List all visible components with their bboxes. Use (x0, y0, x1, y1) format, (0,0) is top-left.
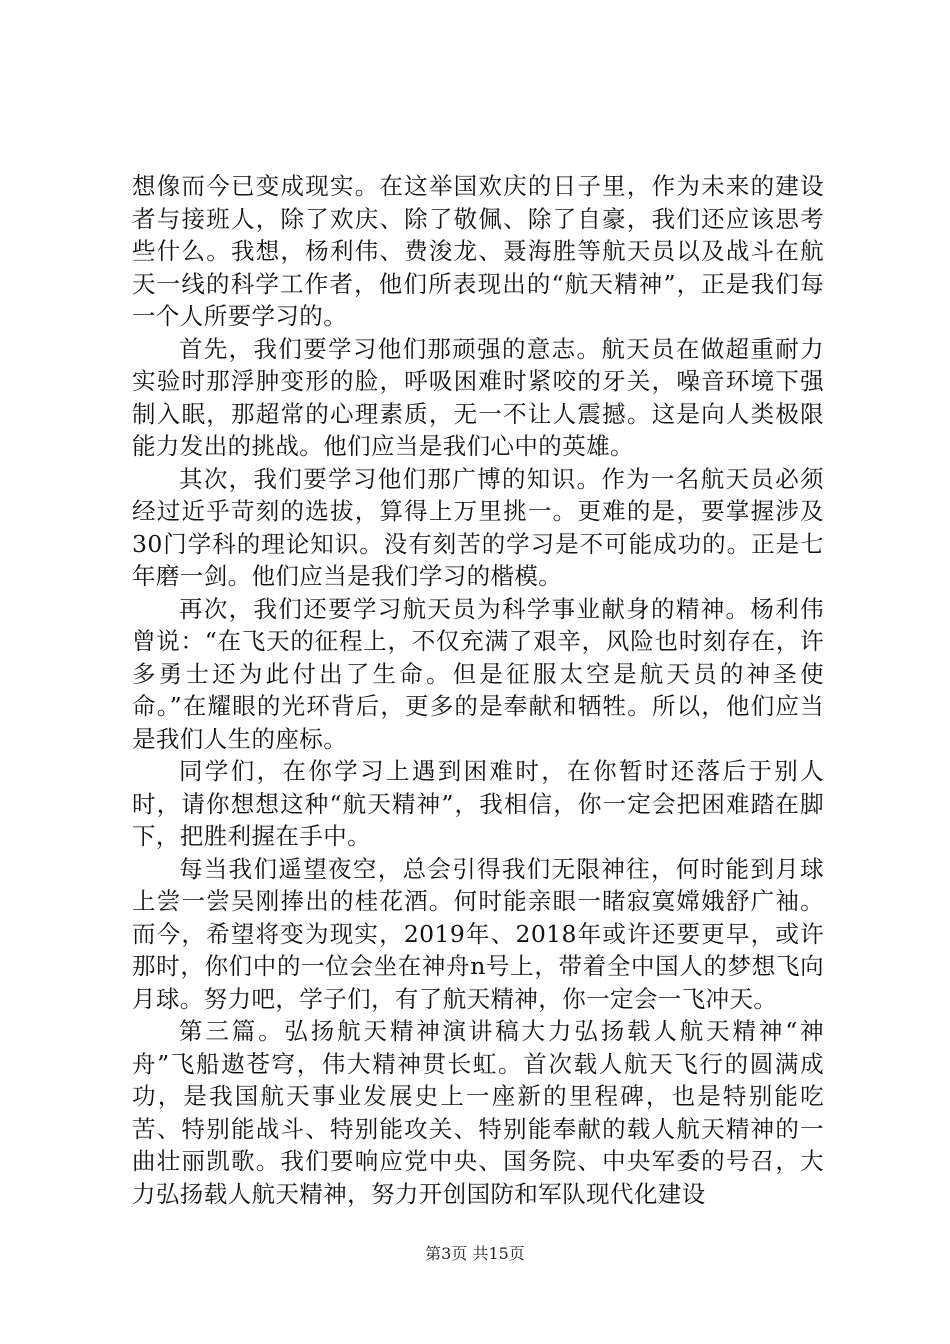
paragraph-students: 同学们，在你学习上遇到困难时，在你暂时还落后于别人时，请你想想这种“航天精神”，我相信，你一定会把困难踏在脚下，把胜利握在手中。 (132, 757, 824, 850)
paragraph-continuation: 想像而今已变成现实。在这举国欢庆的日子里，作为未来的建设者与接班人，除了欢庆、除了敬佩、除了自豪，我们还应该思考些什么。我想，杨利伟、费浚龙、聂海胜等航天员以及战斗在航天一线的科学工作者，他们所表现出的“航天精神”，正是我们每一个人所要学习的。 (132, 172, 824, 330)
paragraph-will: 首先，我们要学习他们那顽强的意志。航天员在做超重耐力实验时那浮肿变形的脸，呼吸困难时紧咬的牙关，噪音环境下强制入眠，那超常的心理素质，无一不让人震撼。这是向人类极限能力发出的挑战。他们应当是我们心中的英雄。 (132, 334, 824, 460)
page-number: 第3页 共15页 (425, 1244, 525, 1263)
paragraph-third-article: 第三篇。弘扬航天精神演讲稿大力弘扬载人航天精神“神舟”飞船遨苍穹，伟大精神贯长虹。首次载人航天飞行的圆满成功，是我国航天事业发展史上一座新的里程碑，也是特别能吃苦、特别能战斗、特别能攻关、特别能奉献的载人航天精神的一曲壮丽凯歌。我们要响应党中央、国务院、中央军委的号召，大力弘扬载人航天精神，努力开创国防和军队现代化建设 (132, 1017, 824, 1208)
document-body (132, 170, 824, 1210)
paragraph-dedication: 再次，我们还要学习航天员为科学事业献身的精神。杨利伟曾说：“在飞天的征程上，不仅充满了艰辛，风险也时刻存在，许多勇士还为此付出了生命。但是征服太空是航天员的神圣使命。”在耀眼的光环背后，更多的是奉献和牺牲。所以，他们应当是我们人生的座标。 (132, 594, 824, 753)
paragraph-knowledge: 其次，我们要学习他们那广博的知识。作为一名航天员必须经过近乎苛刻的选拔，算得上万里挑一。更难的是，要掌握涉及30门学科的理论知识。没有刻苦的学习是不可能成功的。正是七年磨一剑。他们应当是我们学习的楷模。 (132, 464, 824, 590)
paragraph-moon: 每当我们遥望夜空，总会引得我们无限神往，何时能到月球上尝一尝吴刚捧出的桂花酒。何时能亲眼一睹寂寞嫦娥舒广袖。而今，希望将变为现实，2019年、2018年或许还要更早，或许那时，你们中的一位会坐在神舟n号上，带着全中国人的梦想飞向月球。努力吧，学子们，有了航天精神，你一定会一飞冲天。 (132, 854, 824, 1013)
